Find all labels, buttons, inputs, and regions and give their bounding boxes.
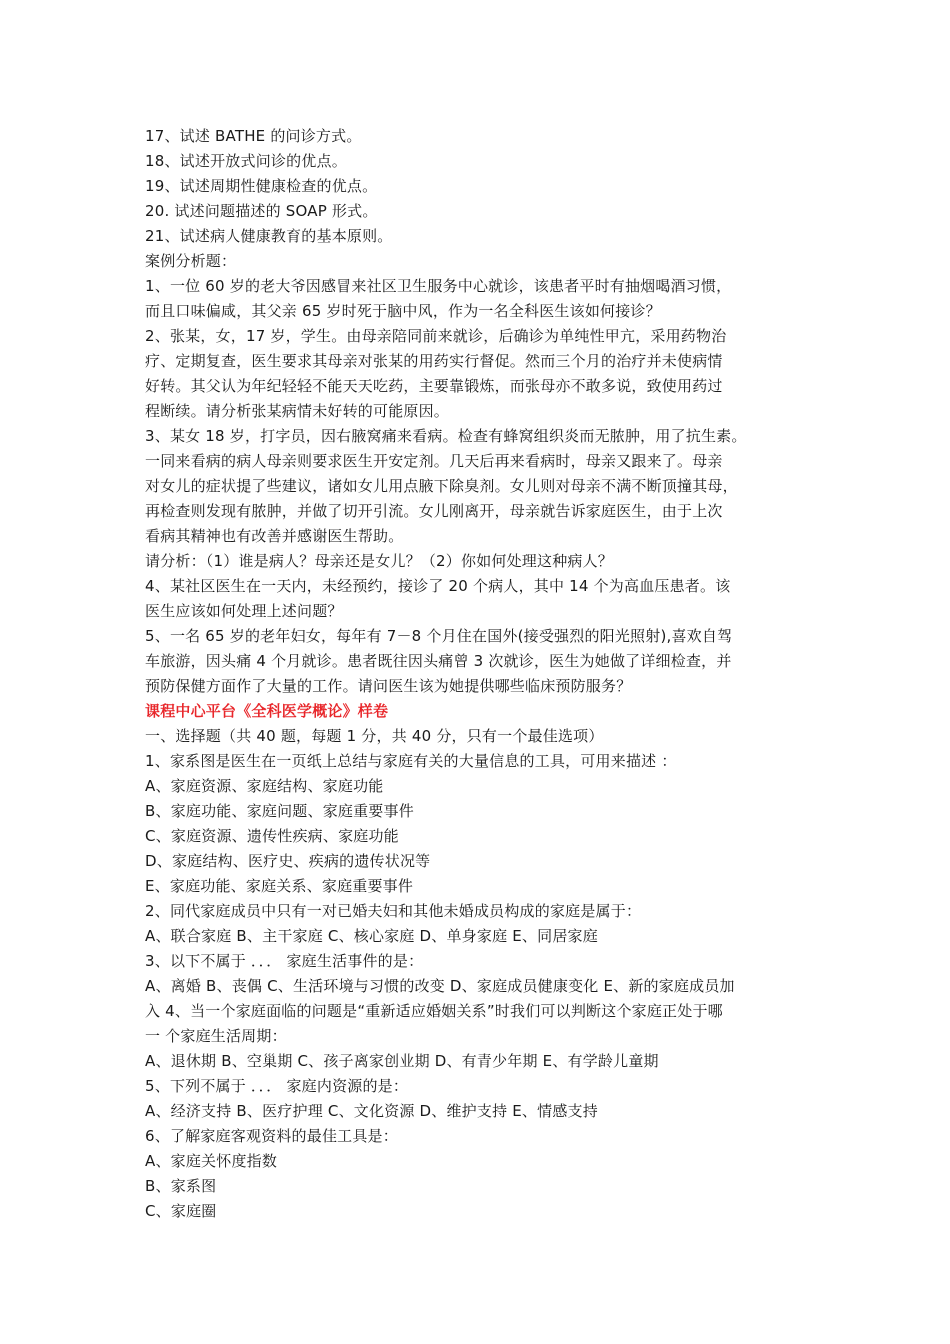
text-line: 车旅游，因头痛 4 个月就诊。患者既往因头痛曾 3 次就诊，医生为她做了详细检查，并	[145, 652, 732, 670]
exam-line: A、经济支持 B、医疗护理 C、文化资源 D、维护支持 E、情感支持	[145, 1102, 598, 1120]
text-line: 19、试述周期性健康检查的优点。	[145, 177, 378, 195]
exam-line: 3、以下不属于 ．．． 家庭生活事件的是：	[145, 952, 424, 970]
exam-line: A、家庭关怀度指数	[145, 1152, 278, 1170]
exam-line: 1、家系图是医生在一页纸上总结与家庭有关的大量信息的工具，可用来描述 ：	[145, 752, 677, 770]
exam-line: C、家庭资源、遗传性疾病、家庭功能	[145, 827, 399, 845]
text-line: 4、某社区医生在一天内，未经预约，接诊了 20 个病人，其中 14 个为高血压患者。该	[145, 577, 731, 595]
text-line: 21、试述病人健康教育的基本原则。	[145, 227, 393, 245]
exam-line: 一 个家庭生活周期：	[145, 1027, 287, 1045]
text-line: 20. 试述问题描述的 SOAP 形式。	[145, 202, 378, 220]
text-line: 请分析：（1）谁是病人？母亲还是女儿？（2）你如何处理这种病人？	[145, 552, 613, 570]
text-line: 2、张某，女，17 岁，学生。由母亲陪同前来就诊，后确诊为单纯性甲亢，采用药物治	[145, 327, 727, 345]
exam-line: A、离婚 B、丧偶 C、生活环境与习惯的改变 D、家庭成员健康变化 E、新的家庭成员加	[145, 977, 735, 995]
case-analysis-heading: 案例分析题：	[145, 252, 237, 270]
text-line: 1、一位 60 岁的老大爷因感冒来社区卫生服务中心就诊，该患者平时有抽烟喝酒习惯，	[145, 277, 732, 295]
text-line: 程断续。请分析张某病情未好转的可能原因。	[145, 402, 450, 420]
text-line: 再检查则发现有脓肿，并做了切开引流。女儿刚离开，母亲就告诉家庭医生，由于上次	[145, 502, 723, 520]
text-line: 疗、定期复查，医生要求其母亲对张某的用药实行督促。然而三个月的治疗并未使病情	[145, 352, 723, 370]
exam-line: B、家系图	[145, 1177, 217, 1195]
exam-line: 6、了解家庭客观资料的最佳工具是：	[145, 1127, 398, 1145]
exam-line: 5、下列不属于 ．．． 家庭内资源的是：	[145, 1077, 409, 1095]
text-line: 看病其精神也有改善并感谢医生帮助。	[145, 527, 404, 545]
text-line: 好转。其父认为年纪轻轻不能天天吃药，主要靠锻炼，而张母亦不敢多说，致使用药过	[145, 377, 723, 395]
text-line: 18、试述开放式问诊的优点。	[145, 152, 347, 170]
text-line: 5、一名 65 岁的老年妇女，每年有 7－8 个月住在国外(接受强烈的阳光照射),喜欢自驾	[145, 627, 733, 645]
text-line: 一同来看病的病人母亲则要求医生开安定剂。几天后再来看病时，母亲又跟来了。母亲	[145, 452, 723, 470]
exam-line: B、家庭功能、家庭问题、家庭重要事件	[145, 802, 414, 820]
text-line: 对女儿的症状提了些建议，诸如女儿用点腋下除臭剂。女儿则对母亲不满不断顶撞其母，	[145, 477, 738, 495]
exam-line: D、家庭结构、医疗史、疾病的遗传状况等	[145, 852, 431, 870]
exam-line: A、联合家庭 B、主干家庭 C、核心家庭 D、单身家庭 E、同居家庭	[145, 927, 598, 945]
exam-line: A、家庭资源、家庭结构、家庭功能	[145, 777, 384, 795]
exam-line: E、家庭功能、家庭关系、家庭重要事件	[145, 877, 414, 895]
text-line: 3、某女 18 岁，打字员，因右腋窝痛来看病。检查有蜂窝组织炎而无脓肿，用了抗生素。	[145, 427, 747, 445]
exam-line: 2、同代家庭成员中只有一对已婚夫妇和其他未婚成员构成的家庭是属于：	[145, 902, 642, 920]
exam-line: A、退休期 B、空巢期 C、孩子离家创业期 D、有青少年期 E、有学龄儿童期	[145, 1052, 659, 1070]
exam-line: 入 4、当一个家庭面临的问题是“重新适应婚姻关系”时我们可以判断这个家庭正处于哪	[145, 1002, 723, 1020]
section-title: 课程中心平台《全科医学概论》样卷	[145, 702, 389, 720]
text-line: 而且口味偏咸，其父亲 65 岁时死于脑中风，作为一名全科医生该如何接诊？	[145, 302, 661, 320]
exam-line: 一、选择题（共 40 题，每题 1 分，共 40 分，只有一个最佳选项）	[145, 727, 604, 745]
document-page	[145, 124, 815, 1224]
text-line: 17、试述 BATHE 的问诊方式。	[145, 127, 362, 145]
exam-line: C、家庭圈	[145, 1202, 217, 1220]
text-line: 医生应该如何处理上述问题？	[145, 602, 343, 620]
text-line: 预防保健方面作了大量的工作。请问医生该为她提供哪些临床预防服务？	[145, 677, 632, 695]
